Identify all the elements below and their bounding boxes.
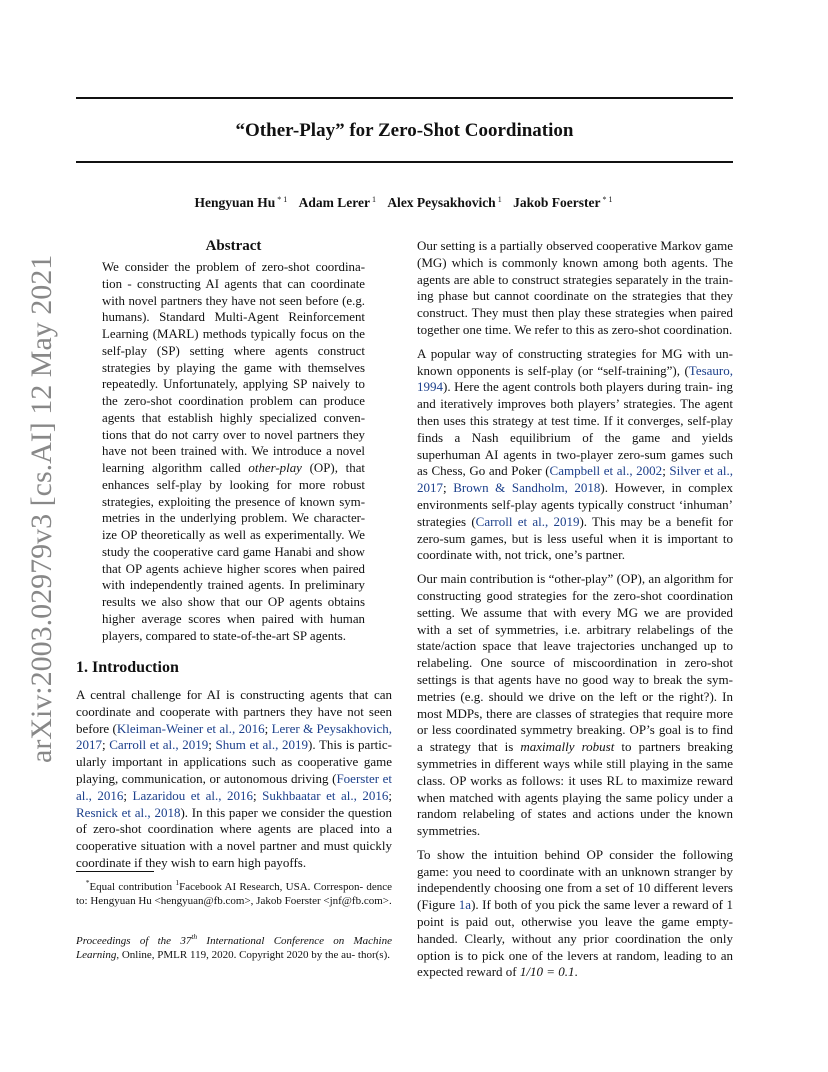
footnote-text: Facebook AI Research, USA. Correspon- dence to: Hengyuan Hu <hengyuan@fb.com>, Jakob Foerster <jnf@fb.com>.	[76, 881, 392, 907]
citation-link[interactable]: Kleiman-Weiner et al., 2016	[116, 720, 265, 736]
paragraph-setting: Our setting is a partially observed cooperative Markov game (MG) which is commonly known among both agents. The agents are able to construct strategies separately in the train- ing phase but cannot coordinate on the strategies that they construct. They must then play these strategies when paired together one time. We refer to this as zero-shot coordination.	[417, 238, 733, 337]
citation-link[interactable]: Shum et al., 2019	[215, 737, 309, 753]
author-1	[195, 195, 290, 210]
footnote-rule	[76, 871, 154, 872]
paragraph-lever-game	[417, 847, 733, 981]
author-affiliation-mark: * 1	[602, 195, 613, 204]
abstract-body	[102, 259, 365, 644]
title-rule-top	[76, 97, 733, 99]
arxiv-identifier-stamp: arXiv:2003.02979v3 [cs.AI] 12 May 2021	[25, 254, 58, 763]
right-column	[417, 238, 733, 988]
body-text: ). This is partic- ularly important in applications such as cooperative game playing, communication, or autonomous driving (	[76, 737, 392, 786]
author-name: Adam Lerer	[298, 195, 370, 210]
citation-link[interactable]: Foerster et al., 2016	[76, 770, 392, 803]
citation-link[interactable]: Campbell et al., 2002	[549, 463, 663, 479]
author-list	[76, 191, 733, 212]
footnote-mark: 1	[175, 878, 180, 887]
section-heading-introduction: 1. Introduction	[76, 659, 179, 676]
body-text: ;	[208, 737, 216, 753]
body-text: ;	[388, 787, 392, 803]
proceedings-text: International Conference on Machine Learning	[76, 935, 392, 961]
body-text: to partners breaking symmetries in different ways while still playing in the same class. OP works as follows: it uses RL to maximize reward when matched with agents playing the same policy under a random relabeling of states and actions under the known symmetries.	[417, 739, 733, 839]
body-text: .	[574, 964, 578, 980]
body-text: ). If both of you pick the same lever a reward of 1 point is paid out, otherwise you leave the game empty-handed. Clearly, without any prior coordination the only option is to pick one of the levers at random, leading to an expected reward of	[417, 897, 733, 980]
author-affiliation-mark: * 1	[277, 195, 288, 204]
math-expression: 1/10 = 0.1	[519, 964, 575, 980]
author-3	[387, 195, 503, 210]
proceedings-text: Proceedings of the	[76, 935, 181, 947]
body-text: ). In this paper we consider the question of zero-shot coordination where agents are placed into a cooperative situation with a novel partner and must quickly coordinate if they wish to earn high payoffs.	[76, 804, 392, 870]
proceedings-text: , Online, PMLR 119, 2020. Copyright 2020 by the au- thor(s).	[116, 949, 391, 961]
author-name: Hengyuan Hu	[194, 195, 276, 210]
body-text: ;	[252, 787, 263, 803]
author-affiliation-mark: 1	[371, 195, 376, 204]
citation-link[interactable]: Resnick et al., 2018	[76, 804, 181, 820]
abstract-text: We consider the problem of zero-shot coordina- tion - constructing AI agents that can coordinate with novel partners they have not seen before (e.g. humans). Standard Multi-Agent Reinforcement Learning (MARL) methods typically focus on the self-play (SP) setting where agents construct strategies by playing the game with themselves repeatedly. Unfortunately, applying SP naively to the zero-shot coordination problem can produce agents that establish highly specialized conven- tions that do not carry over to novel partners they have not been trained with. We introduce a novel learning algorithm called	[102, 260, 365, 475]
citation-link[interactable]: Carroll et al., 2019	[475, 513, 580, 529]
author-2	[299, 195, 378, 210]
paragraph-contribution	[417, 571, 733, 840]
body-text: ). However, in complex environments self-play agents typically construct ‘inhuman’ strategies (	[417, 480, 733, 529]
body-text: ;	[123, 787, 133, 803]
emphasis-text: maximally robust	[520, 739, 615, 755]
author-name: Jakob Foerster	[513, 195, 601, 210]
body-text: ). Here the agent controls both players during train- ing and iteratively improves both players’ strategies. The agent then uses this strategy at test time. If it converges, self-play finds a Nash equilibrium of the game and yields superhuman AI agents in two-player zero-sum games such as Chess, Go and Poker (	[417, 379, 733, 479]
footnote-mark: *	[85, 878, 90, 887]
abstract-section	[102, 237, 365, 644]
paragraph-self-play	[417, 346, 733, 564]
introduction-paragraph	[76, 687, 392, 872]
body-text: ;	[443, 480, 454, 496]
body-text: A central challenge for AI is constructing agents that can coordinate and cooperate with partners they have not seen before (	[76, 687, 392, 736]
body-text: ). This may be a benefit for zero-sum games, but is less useful when it is important to coordinate with, not trick, one’s partner.	[417, 513, 733, 563]
citation-link[interactable]: Sukhbaatar et al., 2016	[262, 787, 389, 803]
proceedings-ordinal: 37	[180, 935, 192, 947]
citation-link[interactable]: Silver et al., 2017	[417, 463, 733, 496]
abstract-emphasis: other-play	[248, 461, 302, 475]
author-4	[513, 195, 614, 210]
title-rule-bottom	[76, 161, 733, 163]
body-text: ;	[662, 463, 670, 479]
citation-link[interactable]: Tesauro, 1994	[417, 362, 733, 395]
body-text: To show the intuition behind OP consider the following game: you need to coordinate with an unknown stranger by independently choosing one from a set of 10 different levers (Figure	[417, 846, 733, 913]
proceedings-note	[76, 930, 392, 962]
affiliation-footnote	[76, 876, 392, 908]
body-text: A popular way of constructing strategies for MG with un- known opponents is self-play (or “self-training”), (	[417, 345, 733, 378]
author-name: Alex Peysakhovich	[387, 195, 496, 210]
body-text: Our main contribution is “other-play” (OP), an algorithm for constructing good strategies for the zero-shot coordination setting. We assume that with every MG we are provided with a set of symmetries, i.e. arbitrary relabelings of the state/action space that leave trajectories unchanged up to relabeling. One source of miscoordination in zero-shot settings is that agents have no good way to break the sym- metries (e.g. should we drive on the left or the right?). In most MDPs, there are classes of strategies that require more or less coordinated symmetry breaking. OP’s goal is to find a strategy that is	[417, 571, 733, 755]
footnote-text: Equal contribution	[89, 881, 176, 893]
body-text: ;	[264, 720, 272, 736]
author-affiliation-mark: 1	[497, 195, 502, 204]
citation-link[interactable]: Lerer & Peysakhovich, 2017	[76, 720, 393, 753]
figure-reference-link[interactable]: 1a	[458, 897, 472, 913]
abstract-heading: Abstract	[205, 238, 262, 254]
paper-title: “Other-Play” for Zero-Shot Coordination	[235, 120, 574, 141]
citation-link[interactable]: Carroll et al., 2019	[109, 737, 209, 753]
citation-link[interactable]: Brown & Sandholm, 2018	[453, 480, 601, 496]
citation-link[interactable]: Lazaridou et al., 2016	[132, 787, 253, 803]
abstract-text: (OP), that enhances self-play by looking for more robust strategies, exploiting the presence of known sym- metries in the underlying problem. We character- ize OP theoretically as well as experimentally. We study the cooperative card game Hanabi and show that OP agents achieve higher scores when paired with independently trained agents. In preliminary results we also show that our OP agents obtains higher average scores when paired with human players, compared to state-of-the-art SP agents.	[102, 461, 366, 643]
proceedings-ordinal-suffix: th	[191, 932, 198, 941]
body-text: ;	[102, 737, 110, 753]
